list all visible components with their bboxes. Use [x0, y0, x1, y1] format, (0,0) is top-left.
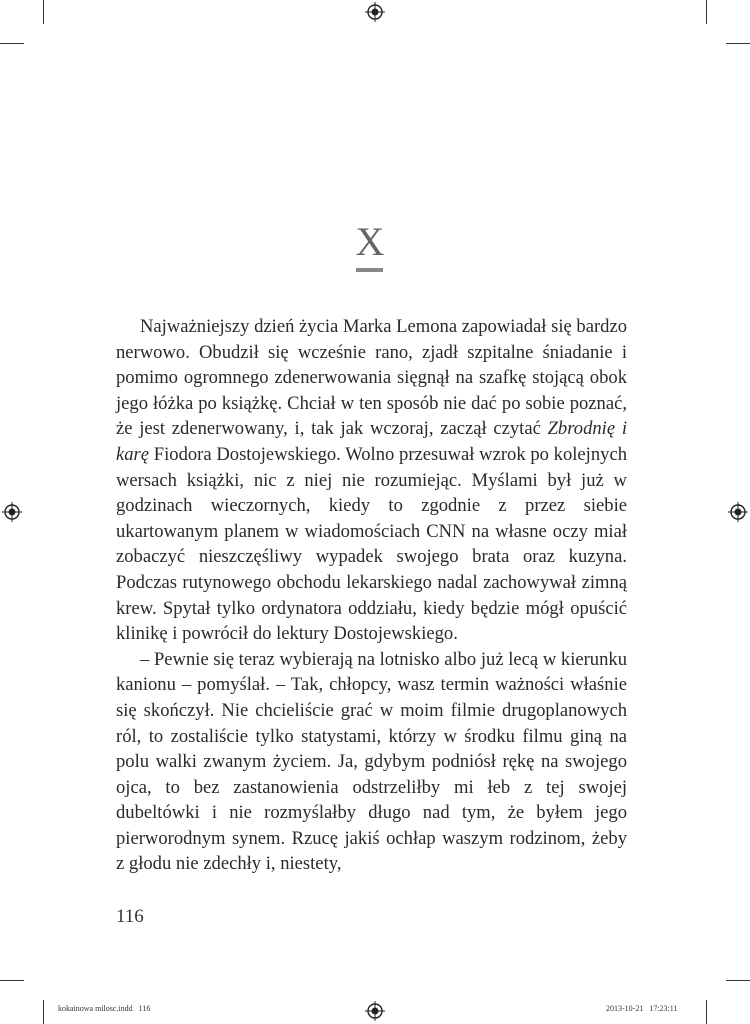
paragraph-1 — [116, 314, 627, 647]
crop-mark-left-bottom — [0, 980, 24, 981]
crop-mark-top-left — [43, 0, 44, 24]
paragraph-1-start: Najważniejszy dzień życia Marka Lemona zapowiadał się bardzo nerwowo. Obudził się wcześnie rano, zjadł szpitalne śniadanie i pomimo ogromnego zdenerwowania sięgnął na szafkę stojącą obok jego łóżka po książkę. Chciał w ten sposób nie dać po sobie poznać, że jest zdenerwowany, i, tak jak wczoraj, zaczął czytać — [116, 316, 627, 440]
slug-timestamp: 2013-10-21 17:23:11 — [606, 1004, 678, 1013]
crop-mark-top-right — [706, 0, 707, 24]
crop-mark-bottom-right — [706, 1000, 707, 1024]
body-text — [116, 314, 627, 877]
chapter-numeral: X — [355, 219, 385, 264]
book-title: Zbrodnię i karę — [116, 418, 627, 465]
paragraph-2: – Pewnie się teraz wybierają na lotnisko albo już lecą w kierunku kanionu – pomyślał. – Tak, chłopcy, wasz termin ważności właśnie się skończył. Nie chcieliście grać w moim filmie drugoplanowych ról, to zostaliście tylko statystami, którzy w środku filmu giną na polu walki zwanym życiem. Ja, gdybym podniósł rękę na swojego ojca, to bez zastanowienia odstrzeliłby mi łeb z tej swojej dubeltówki i nie rozmyślałby długo nad tym, że byłem jego pierworodnym synem. Rzucę jakiś ochłap waszym rodzinom, żeby z głodu nie zdechły i, niestety, — [116, 648, 627, 875]
crop-mark-right-top — [726, 43, 750, 44]
registration-target-icon — [365, 1001, 385, 1021]
page-number: 116 — [116, 906, 144, 927]
registration-target-icon — [365, 2, 385, 22]
registration-target-icon — [2, 502, 22, 522]
registration-target-icon — [728, 502, 748, 522]
paragraph-1-end: Fiodora Dostojewskiego. Wolno przesuwał wzrok po kolejnych wersach książki, nic z niej nie rozumiejąc. Myślami był już w godzinach wieczornych, kiedy to zgodnie z przez siebie ukartowanym planem w wiadomościach CNN na własne oczy miał zobaczyć nieszczęśliwy wypadek swojego brata oraz kuzyna. Podczas rutynowego obchodu lekarskiego nadal zachowywał zimną krew. Spytał tylko ordynatora oddziału, kiedy będzie mógł opuścić klinikę i powrócił do lektury Dostojewskiego. — [116, 443, 627, 645]
crop-mark-left-top — [0, 43, 24, 44]
chapter-underline — [356, 268, 383, 272]
crop-mark-right-bottom — [726, 980, 750, 981]
slug-filename: kokainowa milosc.indd 116 — [58, 1004, 151, 1013]
crop-mark-bottom-left — [43, 1000, 44, 1024]
